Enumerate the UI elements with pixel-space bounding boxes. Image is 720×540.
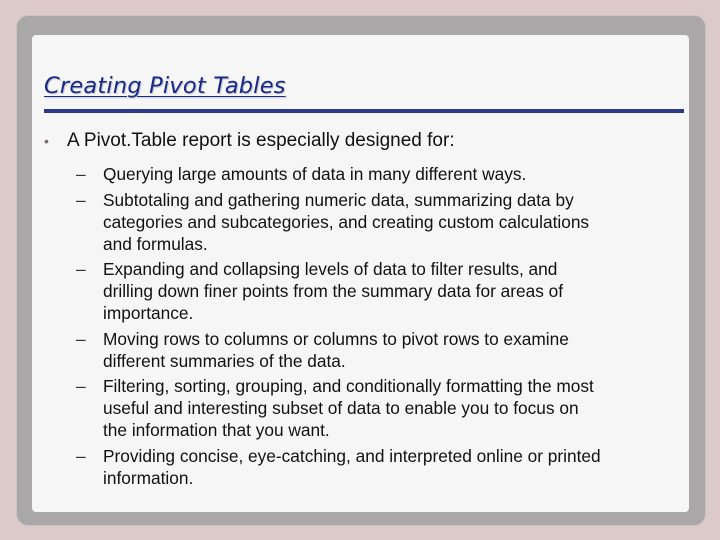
list-item: [44, 375, 679, 441]
list-item-text: Querying large amounts of data in many different ways.: [103, 164, 527, 184]
bullet-icon: •: [44, 133, 49, 149]
list-item: [44, 163, 679, 185]
list-item-text: Subtotaling and gathering numeric data, summarizing data by categories and subcategories, and creating custom calculations and formulas.: [103, 189, 590, 254]
list-item-text: Moving rows to columns or columns to pivot rows to examine different summaries of the data.: [103, 328, 569, 371]
dash-icon: –: [76, 445, 86, 466]
list-item: [44, 445, 679, 489]
list-item: [44, 258, 679, 324]
slide-content: [44, 130, 679, 493]
list-item-text: Expanding and collapsing levels of data to filter results, and drilling down finer points from the summary data for areas of importance.: [103, 259, 564, 324]
slide-panel: [32, 35, 689, 512]
dash-icon: –: [76, 259, 86, 280]
dash-icon: –: [76, 189, 86, 210]
main-bullet: [44, 130, 679, 152]
main-bullet-text: A Pivot.Table report is especially designed for:: [67, 130, 455, 151]
title-divider: [44, 109, 684, 113]
list-item: [44, 189, 679, 255]
sub-bullet-list: [44, 163, 679, 489]
list-item: [44, 328, 679, 372]
list-item-text: Filtering, sorting, grouping, and conditionally formatting the most useful and interesting subset of data to enable you to focus on the information that you want.: [103, 376, 594, 441]
list-item-text: Providing concise, eye-catching, and interpreted online or printed information.: [103, 445, 601, 488]
dash-icon: –: [76, 164, 86, 184]
dash-icon: –: [76, 328, 86, 349]
dash-icon: –: [76, 376, 86, 397]
slide-title: Creating Pivot Tables: [44, 73, 286, 99]
